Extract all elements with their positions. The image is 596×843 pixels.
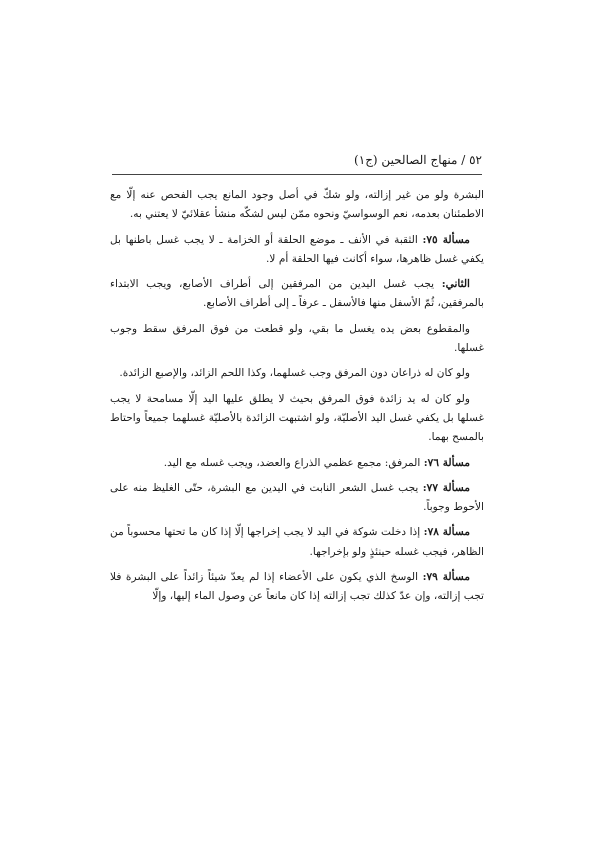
issue-label: مسألة ٧٦: [423, 456, 470, 469]
paragraph-text: البشرة ولو من غير إزالته، ولو شكّ في أصل وجود المانع يجب الفحص عنه إلّا مع الاطمئنان بعدمه، نعم الوسواسيّ ونحوه ممّن ليس لشكّه منشأ عقلائيّ لا يعتني به. [110, 189, 484, 221]
issue-label: مسألة ٧٧: [422, 481, 470, 494]
paragraph [110, 454, 484, 473]
paragraph [110, 479, 484, 518]
paragraph-text: ولو كان له يد زائدة فوق المرفق بحيث لا يطلق عليها اليد إلّا مسامحة لا يجب غسلها بل يكفي غسل اليد الأصليّة، ولو اشتبهت الزائدة بالأصليّة غسلهما جميعاً واحتاط بالمسح بهما. [110, 392, 484, 444]
paragraph-text: يجب غسل الشعر النابت في اليدين مع البشرة، حتّى الغليظ منه على الأحوط وجوباً. [110, 481, 484, 514]
paragraph [110, 231, 484, 270]
section-label: الثاني: [441, 278, 470, 291]
header-rule [112, 174, 482, 175]
paragraph [110, 275, 484, 314]
paragraph-text: الوسخ الذي يكون على الأعضاء إذا لم يعدّ شيئاً زائداً على البشرة فلا تجب إزالته، وإن عدّ كذلك تجب إزالته إذا كان مانعاً عن وصول الماء إليها، وإلّا [110, 571, 484, 603]
paragraph-text: الثقبة في الأنف ـ موضع الحلقة أو الخزامة ـ لا يجب غسل باطنها بل يكفي غسل ظاهرها، سواء أكانت فيها الحلقة أم لا. [110, 233, 484, 265]
paragraph [110, 390, 484, 448]
body-text [110, 186, 484, 607]
paragraph [110, 186, 484, 225]
issue-label: مسألة ٧٥: [422, 233, 470, 246]
issue-label: مسألة ٧٨: [423, 526, 470, 539]
paragraph-text: ولو كان له ذراعان دون المرفق وجب غسلهما، وكذا اللحم الزائد، والإصبع الزائدة. [119, 367, 470, 380]
paragraph [110, 320, 484, 359]
paragraph-text: المرفق: مجمع عظمي الذراع والعضد، ويجب غسله مع اليد. [163, 456, 424, 469]
paragraph-text: يجب غسل اليدين من المرفقين إلى أطراف الأصابع، ويجب الابتداء بالمرفقين، ثُمّ الأسفل منها فالأسفل ـ عرفاً ـ إلى أطراف الأصابع. [110, 278, 484, 310]
issue-label: مسألة ٧٩: [422, 571, 470, 584]
paragraph [110, 364, 484, 383]
running-title: ٥٢ / منهاج الصالحين (ج١) [354, 153, 482, 167]
paragraph [110, 568, 484, 607]
paragraph [110, 523, 484, 562]
paragraph-text: والمقطوع بعض يده يغسل ما بقي، ولو قطعت من فوق المرفق سقط وجوب غسلها. [110, 322, 484, 355]
paragraph-text: إذا دخلت شوكة في اليد لا يجب إخراجها إلّا إذا كان ما تحتها محسوباً من الظاهر، فيجب غسله حينئذٍ ولو بإخراجها. [110, 526, 484, 558]
running-header [112, 152, 482, 168]
